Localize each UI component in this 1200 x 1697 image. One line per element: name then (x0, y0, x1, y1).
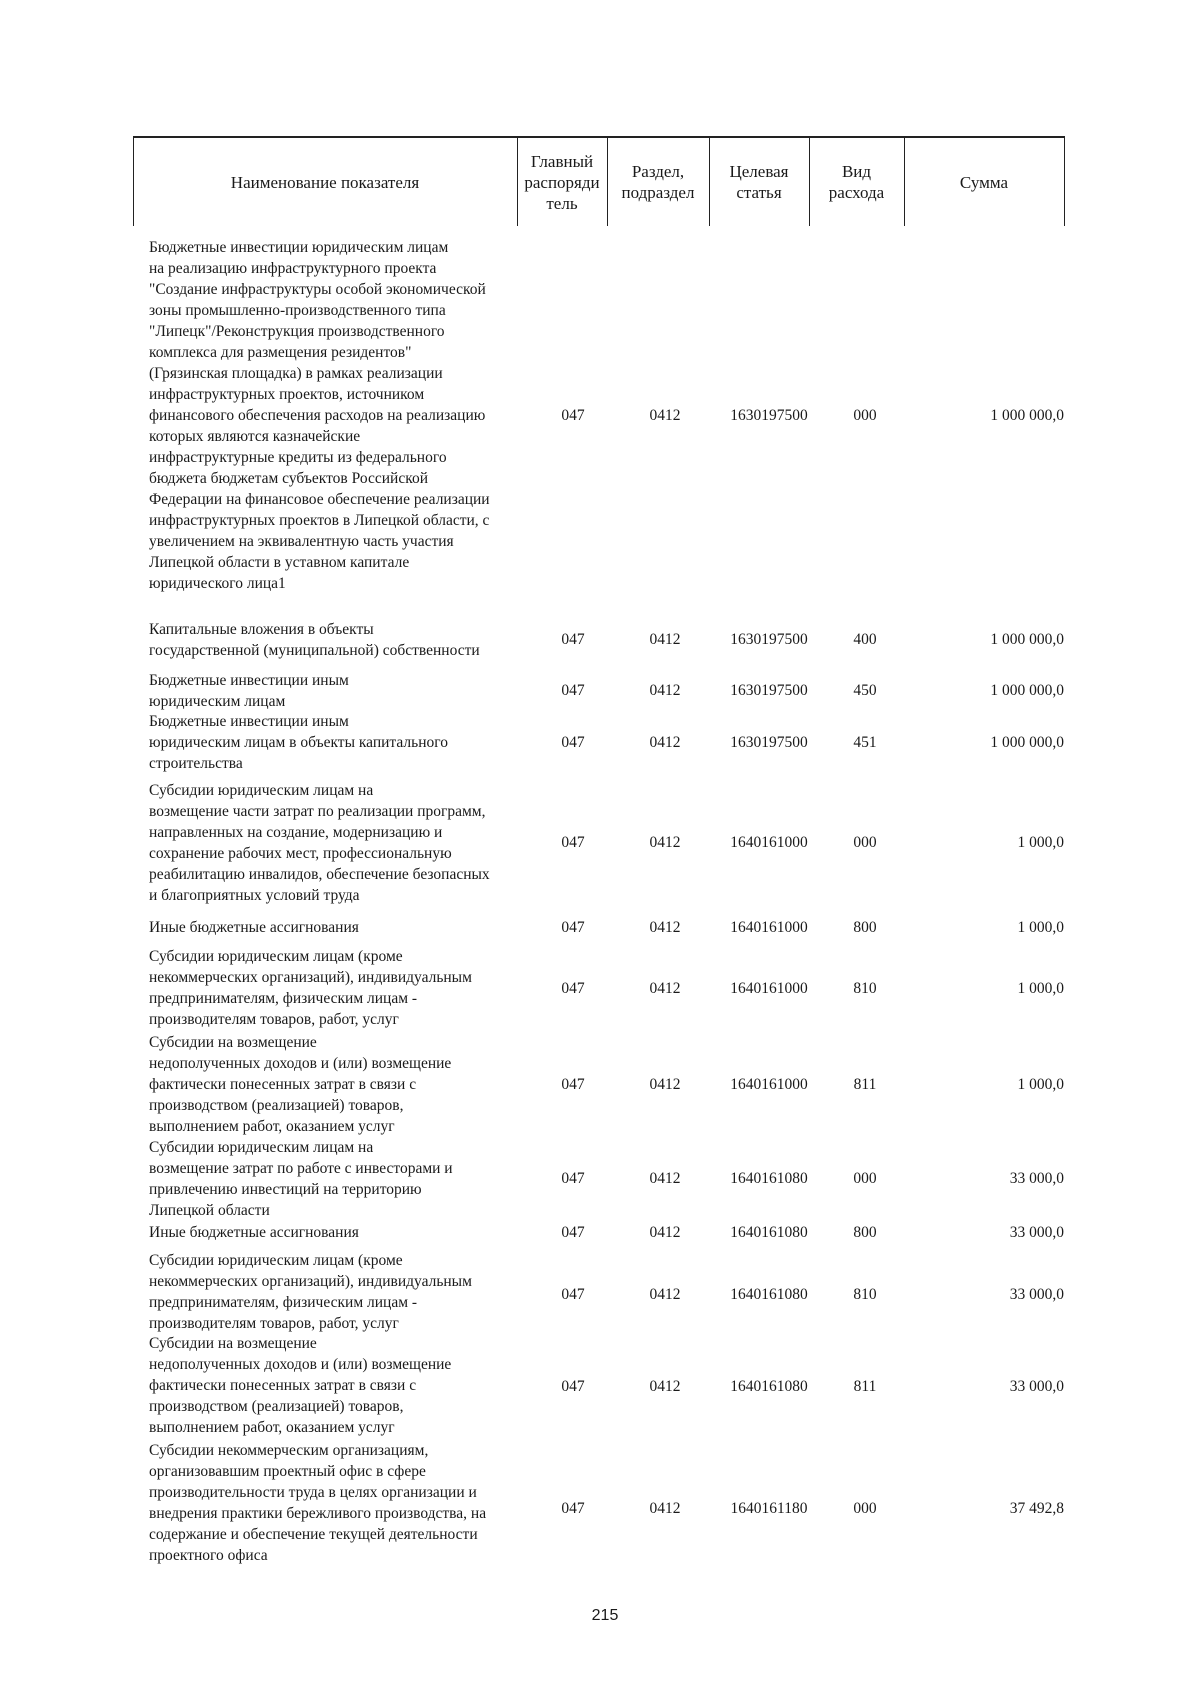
row-vid: 800 (853, 919, 877, 936)
row-glav: 047 (561, 1170, 585, 1187)
row-summa: 33 000,0 (1009, 1224, 1064, 1241)
row-name: Капитальные вложения в объекты государственной (муниципальной) собственности (149, 621, 480, 659)
row-razdel: 0412 (649, 980, 681, 997)
row-name: Субсидии юридическим лицам на возмещение затрат по работе с инвесторами и привлечению инвестиций на территорию Липецкой области (149, 1139, 453, 1219)
row-glav: 047 (561, 734, 585, 751)
row-razdel: 0412 (649, 631, 681, 648)
row-name: Иные бюджетные ассигнования (149, 919, 359, 936)
row-cel: 1630197500 (730, 734, 808, 751)
row-vid: 810 (853, 1286, 877, 1303)
row-vid: 000 (853, 407, 877, 424)
row-glav: 047 (561, 980, 585, 997)
row-cel: 1630197500 (730, 631, 808, 648)
row-razdel: 0412 (649, 1076, 681, 1093)
header-divider (1064, 138, 1065, 226)
row-cel: 1630197500 (730, 682, 808, 699)
row-glav: 047 (561, 919, 585, 936)
row-razdel: 0412 (649, 1286, 681, 1303)
row-vid: 450 (853, 682, 877, 699)
row-razdel: 0412 (649, 1224, 681, 1241)
header-summa: Сумма (959, 172, 1009, 192)
header-glav: Главный распоряди тель (524, 151, 600, 213)
row-glav: 047 (561, 1500, 585, 1517)
row-summa: 1 000 000,0 (990, 682, 1064, 699)
row-glav: 047 (561, 631, 585, 648)
row-name: Бюджетные инвестиции юридическим лицам на реализацию инфраструктурного проекта "Создание инфраструктуры особой экономической зоны промышленно-производственного типа "Липецк"/Реконструкция производственного комплекса для размещения резидентов" (Грязинская площадка) в рамках реализации инфраструктурных проектов, источником финансового обеспечения расходов на реализацию которых являются казначейские инфраструктурные кредиты из федерального бюджета бюджетам субъектов Российской Федерации на финансовое обеспечение реализации инфраструктурных проектов в Липецкой области, с увеличением на эквивалентную часть участия Липецкой области в уставном капитале юридического лица1 (149, 239, 490, 592)
row-razdel: 0412 (649, 407, 681, 424)
row-vid: 000 (853, 834, 877, 851)
row-razdel: 0412 (649, 1170, 681, 1187)
row-name: Субсидии юридическим лицам (кроме некоммерческих организаций), индивидуальным предпринимателям, физическим лицам - производителям товаров, работ, услуг (149, 948, 472, 1028)
row-razdel: 0412 (649, 1500, 681, 1517)
row-cel: 1640161180 (730, 1500, 808, 1517)
row-name: Бюджетные инвестиции иным юридическим лицам (149, 672, 349, 710)
row-cel: 1640161000 (730, 1076, 808, 1093)
row-razdel: 0412 (649, 834, 681, 851)
row-vid: 400 (853, 631, 877, 648)
row-summa: 1 000 000,0 (990, 631, 1064, 648)
row-cel: 1640161080 (730, 1170, 808, 1187)
row-summa: 33 000,0 (1009, 1378, 1064, 1395)
row-razdel: 0412 (649, 734, 681, 751)
row-name: Субсидии на возмещение недополученных доходов и (или) возмещение фактически понесенных затрат в связи с производством (реализацией) товаров, выполнением работ, оказанием услуг (149, 1034, 452, 1135)
row-glav: 047 (561, 407, 585, 424)
row-razdel: 0412 (649, 919, 681, 936)
row-name: Бюджетные инвестиции иным юридическим лицам в объекты капитального строительства (149, 713, 448, 772)
row-cel: 1640161080 (730, 1286, 808, 1303)
row-glav: 047 (561, 1076, 585, 1093)
header-name: Наименование показателя (230, 172, 420, 192)
row-glav: 047 (561, 682, 585, 699)
row-glav: 047 (561, 1224, 585, 1241)
row-name: Субсидии некоммерческим организациям, организовавшим проектный офис в сфере производительности труда в целях организации и внедрения практики бережливого производства, на содержание и обеспечение текущей деятельности проектного офиса (149, 1442, 487, 1564)
row-name: Субсидии юридическим лицам на возмещение части затрат по реализации программ, направленных на создание, модернизацию и сохранение рабочих мест, профессиональную реабилитацию инвалидов, обеспечение безопасных и благоприятных условий труда (149, 782, 490, 904)
header-vid: Вид расхода (828, 162, 885, 202)
row-name: Субсидии юридическим лицам (кроме некоммерческих организаций), индивидуальным предпринимателям, физическим лицам - производителям товаров, работ, услуг (149, 1252, 472, 1332)
row-cel: 1640161080 (730, 1224, 808, 1241)
row-cel: 1630197500 (730, 407, 808, 424)
row-razdel: 0412 (649, 682, 681, 699)
row-summa: 1 000,0 (1017, 980, 1064, 997)
row-vid: 811 (853, 1378, 877, 1395)
row-glav: 047 (561, 1378, 585, 1395)
row-summa: 1 000 000,0 (990, 407, 1064, 424)
row-name: Иные бюджетные ассигнования (149, 1224, 359, 1241)
row-vid: 000 (853, 1170, 877, 1187)
page-number: 215 (591, 1607, 619, 1624)
row-vid: 811 (853, 1076, 877, 1093)
row-summa: 33 000,0 (1009, 1286, 1064, 1303)
row-summa: 37 492,8 (1009, 1500, 1064, 1517)
row-summa: 1 000 000,0 (990, 734, 1064, 751)
row-glav: 047 (561, 1286, 585, 1303)
row-vid: 810 (853, 980, 877, 997)
row-cel: 1640161080 (730, 1378, 808, 1395)
row-cel: 1640161000 (730, 919, 808, 936)
header-cel: Целевая статья (729, 162, 789, 202)
row-vid: 800 (853, 1224, 877, 1241)
row-summa: 1 000,0 (1017, 919, 1064, 936)
row-cel: 1640161000 (730, 980, 808, 997)
row-vid: 451 (853, 734, 877, 751)
row-summa: 1 000,0 (1017, 834, 1064, 851)
header-razdel: Раздел, подраздел (621, 162, 695, 202)
row-name: Субсидии на возмещение недополученных доходов и (или) возмещение фактически понесенных затрат в связи с производством (реализацией) товаров, выполнением работ, оказанием услуг (149, 1335, 452, 1436)
row-razdel: 0412 (649, 1378, 681, 1395)
row-summa: 1 000,0 (1017, 1076, 1064, 1093)
row-summa: 33 000,0 (1009, 1170, 1064, 1187)
row-cel: 1640161000 (730, 834, 808, 851)
row-glav: 047 (561, 834, 585, 851)
row-vid: 000 (853, 1500, 877, 1517)
table-header (133, 136, 1065, 226)
